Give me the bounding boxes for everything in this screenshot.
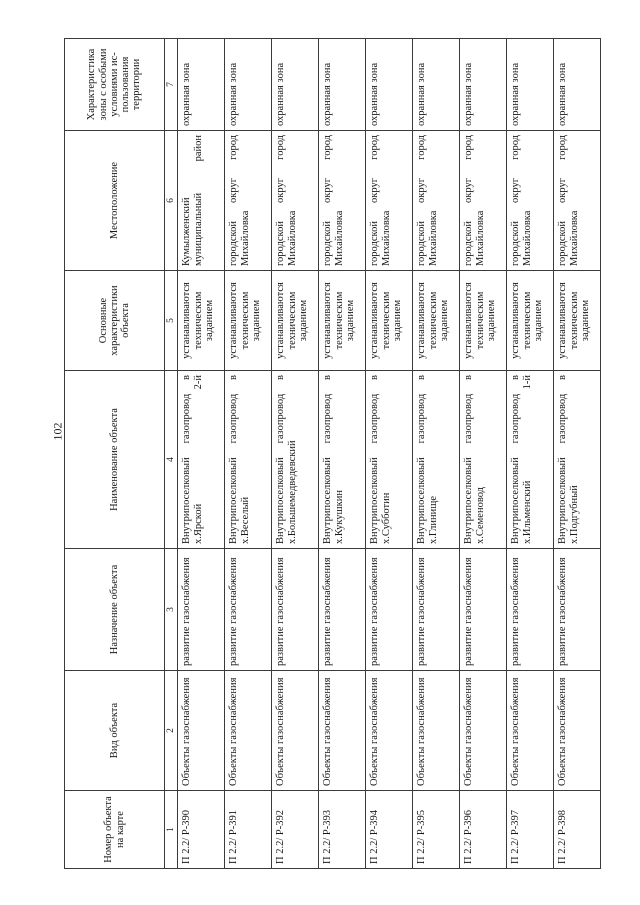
table-body [178,39,601,869]
object-name-cell: Внутрипоселковый газопровод в х.Большемедведевский [272,371,319,549]
object-characteristics-cell: устанавливаются техническим заданием [507,271,554,371]
header-cell: Местоположение [65,131,165,271]
object-purpose-cell: развитие газоснабжения [554,549,601,671]
object-location-cell: городской округ город Михайловка [413,131,460,271]
column-number: 2 [165,671,178,791]
object-kind-cell: Объекты газоснабжения [225,671,272,791]
object-purpose-cell: развитие газоснабжения [319,549,366,671]
object-number-cell: П 2.2/ Р-393 [319,791,366,869]
object-name-cell: Внутрипоселковый газопровод в х.Глинище [413,371,460,549]
object-characteristics-cell: устанавливаются техническим заданием [554,271,601,371]
object-kind-cell: Объекты газоснабжения [507,671,554,791]
zone-characteristic-cell: охранная зона [554,39,601,131]
table-row [366,39,413,869]
object-kind-cell: Объекты газоснабжения [319,671,366,791]
object-name-cell: Внутрипоселковый газопровод в х.Ярской 2-й [178,371,225,549]
object-kind-cell: Объекты газоснабжения [366,671,413,791]
header-cell: Характеристика зоны с особыми условиями ис-пользования территории [65,39,165,131]
object-number-cell: П 2.2/ Р-390 [178,791,225,869]
zone-characteristic-cell: охранная зона [366,39,413,131]
object-characteristics-cell: устанавливаются техническим заданием [319,271,366,371]
object-name-cell: Внутрипоселковый газопровод в х.Семеновод [460,371,507,549]
objects-table [64,38,601,869]
zone-characteristic-cell: охранная зона [225,39,272,131]
object-location-cell: городской округ город Михайловка [460,131,507,271]
zone-characteristic-cell: охранная зона [178,39,225,131]
object-name-cell: Внутрипоселковый газопровод в х.Субботин [366,371,413,549]
header-cell: Основные характеристики объекта [65,271,165,371]
column-number: 6 [165,131,178,271]
object-characteristics-cell: устанавливаются техническим заданием [178,271,225,371]
header-row [65,39,165,869]
object-characteristics-cell: устанавливаются техническим заданием [413,271,460,371]
object-number-cell: П 2.2/ Р-395 [413,791,460,869]
object-name-cell: Внутрипоселковый газопровод в х.Веселый [225,371,272,549]
object-number-cell: П 2.2/ Р-394 [366,791,413,869]
header-cell: Назначение объекта [65,549,165,671]
table-row [554,39,601,869]
object-kind-cell: Объекты газоснабжения [554,671,601,791]
column-number: 7 [165,39,178,131]
column-number: 1 [165,791,178,869]
column-number-row [165,39,178,869]
object-location-cell: городской округ город Михайловка [272,131,319,271]
object-characteristics-cell: устанавливаются техническим заданием [225,271,272,371]
object-location-cell: городской округ город Михайловка [319,131,366,271]
object-number-cell: П 2.2/ Р-396 [460,791,507,869]
object-number-cell: П 2.2/ Р-392 [272,791,319,869]
object-name-cell: Внутрипоселковый газопровод в х.Ильменский 1-й [507,371,554,549]
object-kind-cell: Объекты газоснабжения [178,671,225,791]
object-location-cell: городской округ город Михайловка [507,131,554,271]
object-purpose-cell: развитие газоснабжения [272,549,319,671]
column-number: 4 [165,371,178,549]
table-row [178,39,225,869]
object-number-cell: П 2.2/ Р-397 [507,791,554,869]
object-kind-cell: Объекты газоснабжения [460,671,507,791]
zone-characteristic-cell: охранная зона [319,39,366,131]
object-purpose-cell: развитие газоснабжения [413,549,460,671]
header-cell: Вид объекта [65,671,165,791]
table-row [413,39,460,869]
object-location-cell: Кумылженский муниципальный район [178,131,225,271]
zone-characteristic-cell: охранная зона [272,39,319,131]
zone-characteristic-cell: охранная зона [460,39,507,131]
header-cell: Наименование объекта [65,371,165,549]
object-purpose-cell: развитие газоснабжения [178,549,225,671]
rotated-table-container [64,39,604,869]
zone-characteristic-cell: охранная зона [413,39,460,131]
table-row [319,39,366,869]
object-number-cell: П 2.2/ Р-391 [225,791,272,869]
object-kind-cell: Объекты газоснабжения [272,671,319,791]
table-row [272,39,319,869]
column-number: 5 [165,271,178,371]
object-purpose-cell: развитие газоснабжения [366,549,413,671]
object-location-cell: городской округ город Михайловка [225,131,272,271]
object-location-cell: городской округ город Михайловка [554,131,601,271]
object-name-cell: Внутрипоселковый газопровод в х.Кукушкин [319,371,366,549]
object-number-cell: П 2.2/ Р-398 [554,791,601,869]
object-purpose-cell: развитие газоснабжения [225,549,272,671]
table-row [460,39,507,869]
table-row [507,39,554,869]
object-characteristics-cell: устанавливаются техническим заданием [272,271,319,371]
object-location-cell: городской округ город Михайловка [366,131,413,271]
object-purpose-cell: развитие газоснабжения [507,549,554,671]
object-purpose-cell: развитие газоснабжения [460,549,507,671]
object-kind-cell: Объекты газоснабжения [413,671,460,791]
column-number: 3 [165,549,178,671]
object-characteristics-cell: устанавливаются техническим заданием [460,271,507,371]
page-number: 102 [50,422,65,441]
object-name-cell: Внутрипоселковый газопровод в х.Подгубный [554,371,601,549]
object-characteristics-cell: устанавливаются техническим заданием [366,271,413,371]
table-row [225,39,272,869]
zone-characteristic-cell: охранная зона [507,39,554,131]
header-cell: Номер объекта на карте [65,791,165,869]
